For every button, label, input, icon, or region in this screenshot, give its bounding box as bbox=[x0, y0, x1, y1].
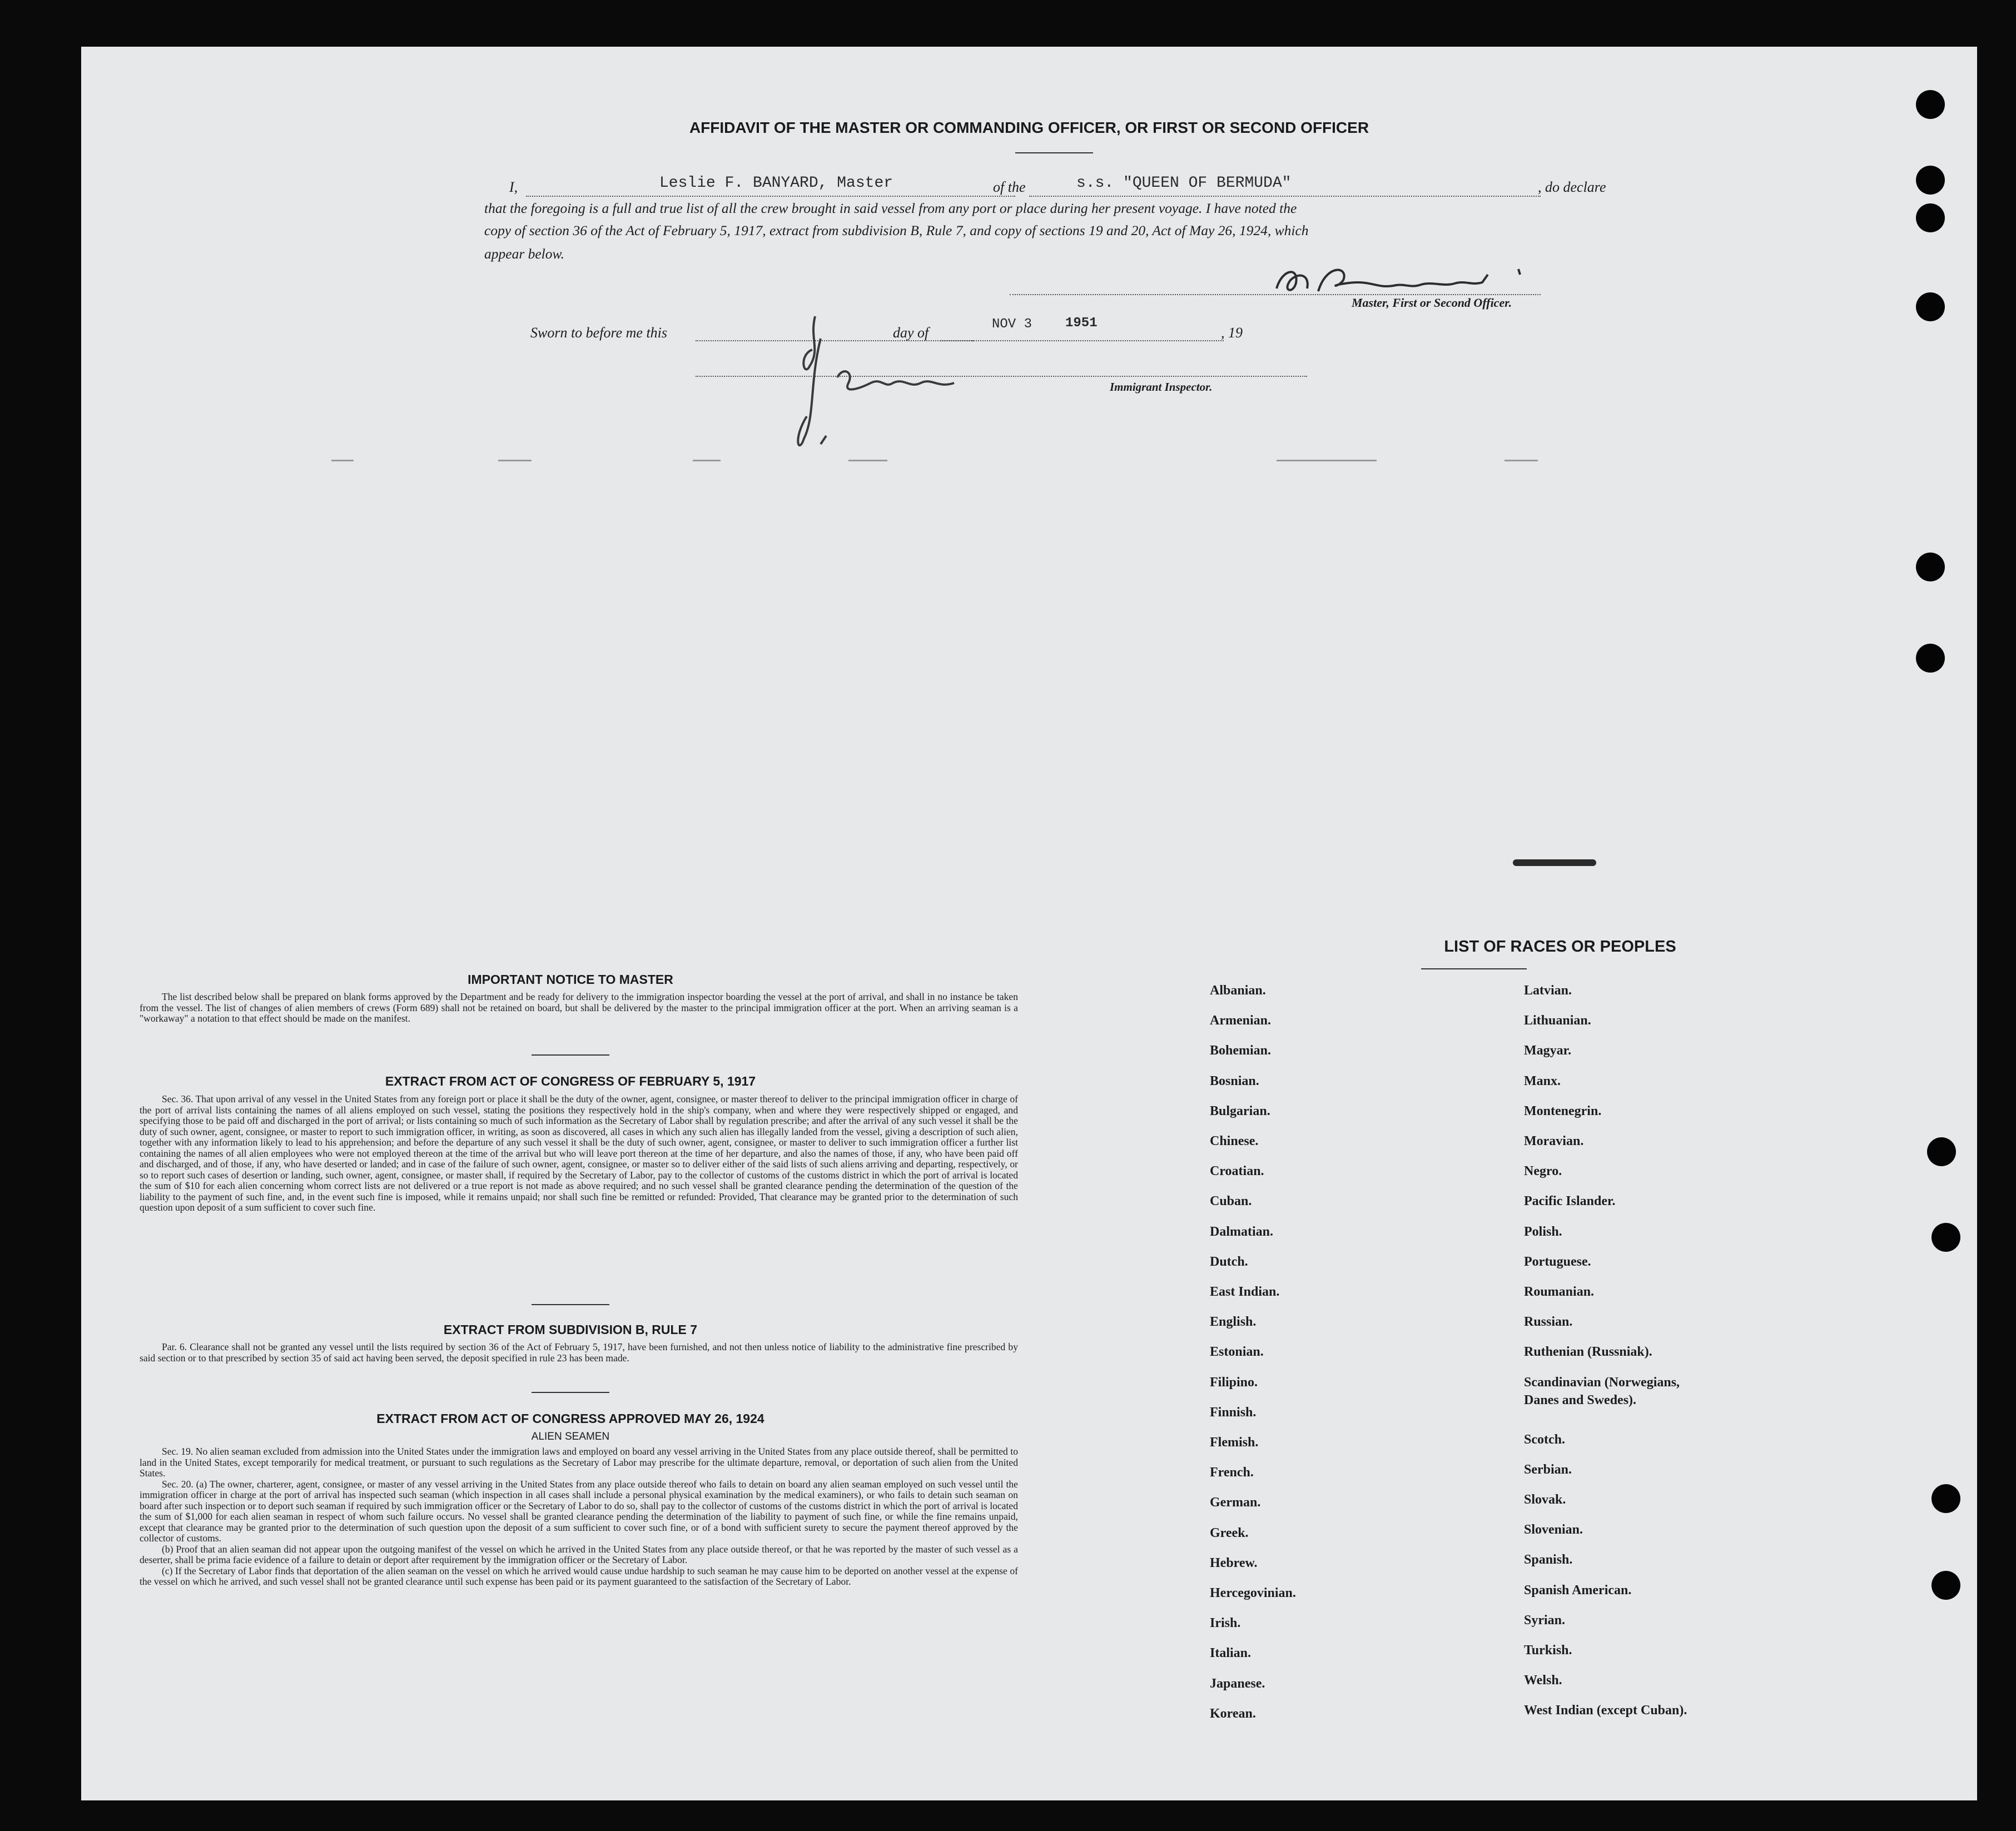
race-item: Negro. bbox=[1524, 1164, 1562, 1179]
ghost-mark bbox=[693, 460, 721, 461]
affidavit-line-3: copy of section 36 of the Act of February 5, 1917, extract from subdivision B, Rule 7, and copy of sections 19 and 20, Act of May 26, 1924, which bbox=[484, 222, 1309, 238]
document-sheet bbox=[81, 47, 1977, 1800]
do-declare-label: , do declare bbox=[1538, 179, 1606, 195]
race-item: East Indian. bbox=[1210, 1285, 1280, 1299]
binder-hole bbox=[1931, 1223, 1960, 1252]
title-underline bbox=[1015, 152, 1093, 153]
extract-1924-text bbox=[140, 1446, 1018, 1588]
race-item: Hercegovinian. bbox=[1210, 1586, 1296, 1600]
race-item: Bulgarian. bbox=[1210, 1103, 1270, 1118]
sworn-label: Sworn to before me this bbox=[530, 325, 668, 341]
races-title: LIST OF RACES OR PEOPLES bbox=[1444, 938, 1676, 956]
race-item-scandinavian-cont: Danes and Swedes). bbox=[1524, 1393, 1637, 1407]
binder-hole bbox=[1931, 1484, 1960, 1513]
divider bbox=[532, 1392, 609, 1393]
race-item: Greek. bbox=[1210, 1525, 1249, 1540]
race-item: Slovenian. bbox=[1524, 1522, 1583, 1538]
of-the-label: of the bbox=[993, 179, 1026, 195]
subdivision-text: Par. 6. Clearance shall not be granted any vessel until the lists required by section 36 of the Act of February 5, 1917, have been furnished, and not then unless notice of liability to the administrative fine prescribed by said section or to that prescribed by section 35 of said act having been served, the deposit specified in rule 23 has been made. bbox=[140, 1341, 1018, 1364]
race-item: Lithuanian. bbox=[1524, 1013, 1591, 1028]
race-item: Portuguese. bbox=[1524, 1254, 1591, 1269]
race-item: Bohemian. bbox=[1210, 1043, 1272, 1058]
race-item: Bosnian. bbox=[1210, 1073, 1259, 1088]
binder-hole bbox=[1927, 1137, 1956, 1166]
ghost-mark bbox=[498, 460, 532, 461]
binder-hole bbox=[1931, 1571, 1960, 1600]
binder-hole bbox=[1916, 90, 1945, 119]
extract-1917-title: EXTRACT FROM ACT OF CONGRESS OF FEBRUARY 5, 1917 bbox=[385, 1074, 756, 1088]
year-stamp: 1951 bbox=[1065, 316, 1098, 331]
master-name-blank bbox=[526, 196, 1015, 197]
race-item: Estonian. bbox=[1210, 1345, 1264, 1360]
race-item: French. bbox=[1210, 1465, 1254, 1480]
race-item: Moravian. bbox=[1524, 1134, 1584, 1148]
race-item: Filipino. bbox=[1210, 1375, 1258, 1390]
binder-hole bbox=[1916, 203, 1945, 232]
ghost-mark bbox=[1277, 460, 1377, 461]
inspector-caption: Immigrant Inspector. bbox=[1110, 380, 1213, 394]
race-item: English. bbox=[1210, 1315, 1257, 1330]
affidavit-title: AFFIDAVIT OF THE MASTER OR COMMANDING OFFICER, OR FIRST OR SECOND OFFICER bbox=[689, 119, 1369, 136]
race-item: Irish. bbox=[1210, 1616, 1241, 1631]
race-item: Syrian. bbox=[1524, 1613, 1566, 1628]
alien-seamen-subtitle: ALIEN SEAMEN bbox=[531, 1431, 610, 1442]
race-item: Korean. bbox=[1210, 1706, 1256, 1721]
race-item: Japanese. bbox=[1210, 1676, 1265, 1691]
race-item: Dalmatian. bbox=[1210, 1224, 1273, 1239]
race-item: Serbian. bbox=[1524, 1462, 1572, 1477]
sec-19: Sec. 19. No alien seaman excluded from admission into the United States under the immigration laws and employed on board any vessel arriving in the United States from any place outside thereof, shall be permitted to land in the United States, except temporarily for medical treatment, or pursuant to such regulations as the Secretary of Labor may prescribe for the ultimate departure, removal, or deportation of such alien from the United States. bbox=[140, 1446, 1018, 1479]
race-item: Spanish. bbox=[1524, 1553, 1573, 1568]
affidavit-line-2: that the foregoing is a full and true list of all the crew brought in said vessel from any port or place during her present voyage. I have noted the bbox=[484, 200, 1297, 216]
race-item: Magyar. bbox=[1524, 1043, 1572, 1058]
race-item: Albanian. bbox=[1210, 983, 1266, 998]
race-item: Ruthenian (Russniak). bbox=[1524, 1345, 1652, 1360]
ink-smudge bbox=[1513, 859, 1596, 866]
race-item: Montenegrin. bbox=[1524, 1103, 1602, 1118]
ghost-mark bbox=[848, 460, 887, 461]
race-item: German. bbox=[1210, 1495, 1261, 1510]
notice-title: IMPORTANT NOTICE TO MASTER bbox=[468, 972, 673, 987]
race-item: Dutch. bbox=[1210, 1254, 1248, 1269]
master-name: Leslie F. BANYARD, Master bbox=[659, 175, 893, 192]
race-item: Scandinavian (Norwegians, bbox=[1524, 1375, 1680, 1390]
race-item: Finnish. bbox=[1210, 1405, 1257, 1420]
race-item: Spanish American. bbox=[1524, 1583, 1632, 1598]
inspector-signature-line bbox=[696, 376, 1307, 377]
divider bbox=[532, 1304, 609, 1305]
master-caption: Master, First or Second Officer. bbox=[1352, 296, 1512, 310]
sec-20c: (c) If the Secretary of Labor finds that deportation of the alien seaman on the vessel on which he arrived would cause undue hardship to such seaman he may cause him to be deported on another vessel at the expense of the vessel on which he arrived, and such vessel shall not be granted clearance until such expense has been paid or its payment guaranteed to the satisfaction of the Secretary of Labor. bbox=[140, 1565, 1018, 1587]
subdivision-title: EXTRACT FROM SUBDIVISION B, RULE 7 bbox=[443, 1322, 698, 1337]
binder-hole bbox=[1916, 292, 1945, 321]
sec-20b: (b) Proof that an alien seaman did not appear upon the outgoing manifest of the vessel on which he arrived in the United States from any place outside thereof, or that he was reported by the master of such vessel as a deserter, shall be prima facie evidence of a failure to detain or deport after requirement by the immigration officer or the Secretary of Labor. bbox=[140, 1543, 1018, 1565]
inspector-signature bbox=[787, 305, 1010, 472]
race-item: Latvian. bbox=[1524, 983, 1572, 998]
race-item: West Indian (except Cuban). bbox=[1524, 1703, 1687, 1718]
race-item: Turkish. bbox=[1524, 1643, 1572, 1658]
ghost-mark bbox=[331, 460, 354, 461]
race-item: Cuban. bbox=[1210, 1194, 1252, 1209]
vessel-name: s.s. "QUEEN OF BERMUDA" bbox=[1076, 175, 1292, 192]
race-item: Russian. bbox=[1524, 1315, 1573, 1330]
race-item: Roumanian. bbox=[1524, 1285, 1595, 1299]
day-of-label: day of bbox=[893, 325, 929, 341]
race-item: Welsh. bbox=[1524, 1673, 1562, 1688]
binder-hole bbox=[1916, 644, 1945, 673]
binder-hole bbox=[1916, 553, 1945, 581]
race-item: Chinese. bbox=[1210, 1134, 1259, 1148]
race-item: Flemish. bbox=[1210, 1435, 1259, 1450]
race-item: Pacific Islander. bbox=[1524, 1194, 1616, 1209]
sec-20a: Sec. 20. (a) The owner, charterer, agent, consignee, or master of any vessel arriving in the United States from any place outside thereof who fails to detain on board any alien seaman employed on such vessel until the immigration officer in charge at the port of arrival has inspected such seaman (which inspection in all cases shall include a personal physical examination by the medical examiners), or who fails to detain such seaman on board after such inspection or to deport such seaman if required by such immigration officer or the Secretary of Labor to do so, shall pay to the collector of customs of the customs district in which the port of arrival is located the sum of $1,000 for each alien seaman in respect of whom such failure occurs. No vessel shall be granted clearance pending the determination of the liability to payment of such fine, or while the fine remains unpaid, except that clearance may be granted prior to the determination of such question upon the deposit of a sum sufficient to cover such fine, or of a bond with sufficient surety to secure the payment thereof approved by the collector of customs. bbox=[140, 1478, 1018, 1544]
race-item: Polish. bbox=[1524, 1224, 1562, 1239]
binder-hole bbox=[1916, 166, 1945, 195]
race-item: Armenian. bbox=[1210, 1013, 1271, 1028]
race-item: Croatian. bbox=[1210, 1164, 1264, 1179]
race-item: Slovak. bbox=[1524, 1492, 1566, 1507]
ghost-mark bbox=[1504, 460, 1538, 461]
races-underline bbox=[1421, 968, 1527, 969]
divider bbox=[532, 1054, 609, 1056]
affidavit-line-4: appear below. bbox=[484, 246, 565, 262]
race-item: Manx. bbox=[1524, 1073, 1561, 1088]
notice-text: The list described below shall be prepared on blank forms approved by the Department and be ready for delivery to the immigration inspector boarding the vessel at the port of arrival, and shall in no instance be taken from the vessel. The list of changes of alien members of crews (Form 689) shall not be retained on board, but shall be delivered by the master to the principal immigration officer at the port. When an arriving seaman is a "workaway" a notation to that effect should be made on the manifest. bbox=[140, 991, 1018, 1024]
extract-1924-title: EXTRACT FROM ACT OF CONGRESS APPROVED MAY 26, 1924 bbox=[376, 1411, 764, 1426]
date-stamp: NOV 3 bbox=[992, 317, 1032, 332]
race-item: Scotch. bbox=[1524, 1432, 1565, 1447]
year-19-label: , 19 bbox=[1221, 325, 1243, 341]
extract-1917-text: Sec. 36. That upon arrival of any vessel in the United States from any foreign port or place it shall be the duty of the owner, agent, consignee, or master thereof to deliver to the principal immigration officer in charge of the port of arrival lists containing the names of all aliens employed on such vessel, stating the positions they respectively hold in the ship's company, when and where they were respectively shipped or engaged, and specifying those to be paid off and discharged in the port of arrival; or lists containing so much of such information as the Secretary of Labor shall by regulation prescribe; and after the arrival of any such vessel it shall be the duty of such owner, agent, consignee, or master to report to such immigration officer, in writing, as soon as discovered, all cases in which any such alien has illegally landed from the vessel, giving a description of such alien, together with any information likely to lead to his apprehension; and before the departure of any such vessel it shall be the duty of such owner, agent, consignee, or master to deliver to such immigration officer a further list containing the names of all alien employees who were not employed thereon at the time of the arrival but who will leave port thereon at the time of her departure, and also the names of those, if any, who have been paid off and discharged, and of those, if any, who have deserted or landed; and in case of the failure of such owner, agent, consignee, or master so to deliver either of the said lists of such aliens arriving and departing, respectively, or so to report such cases of desertion or landing, such owner, agent, consignee, or master shall, if required by the Secretary of Labor, pay to the collector of customs of the customs district in which the port of arrival is located the sum of $10 for each alien concerning whom correct lists are not delivered or a true report is not made as above required; and no such vessel shall be granted clearance pending the determination of the question of the liability to the payment of such fine, and, in the event such fine is imposed, while it remains unpaid; nor shall such fine be remitted or refunded: Provided, That clearance may be granted prior to the determination of such question upon deposit of a sum sufficient to cover such fine. bbox=[140, 1093, 1018, 1213]
vessel-blank bbox=[1029, 196, 1541, 197]
race-item: Italian. bbox=[1210, 1646, 1252, 1661]
race-item: Hebrew. bbox=[1210, 1555, 1258, 1570]
affidavit-i: I, bbox=[509, 179, 518, 195]
